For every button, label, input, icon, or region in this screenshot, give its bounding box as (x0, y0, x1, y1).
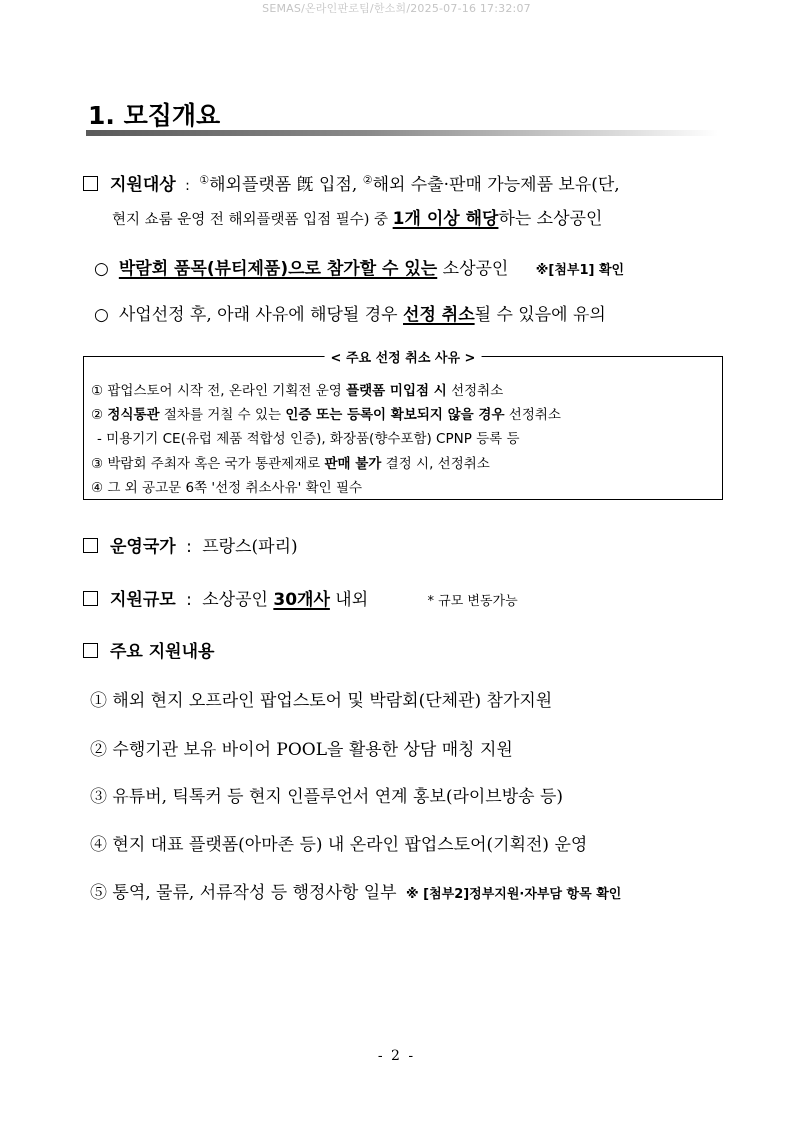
content-item-5 (90, 878, 621, 903)
checkbox-square-icon (83, 643, 98, 658)
bullet-2 (94, 300, 606, 325)
target-text-1: 해외플랫폼 旣 입점, (209, 175, 358, 195)
scale-bold: 30개사 (273, 590, 330, 610)
bullet2-post: 될 수 있음에 유의 (474, 305, 606, 325)
page-title: 1. 모집개요 (88, 101, 221, 130)
scale-note: * 규모 변동가능 (427, 594, 518, 609)
target-line-2 (112, 204, 602, 229)
bullet-circle-icon: ○ (94, 259, 109, 279)
target-line2-bold: 1개 이상 해당 (392, 209, 499, 229)
target-line2-pre: 현지 쇼룸 운영 전 해외플랫폼 입점 필수) 중 (112, 212, 389, 228)
bullet1-note: ※[첨부1] 확인 (535, 263, 625, 278)
scale-label: 지원규모 (110, 590, 176, 610)
box-line-1 (91, 379, 503, 399)
scale-colon: : (186, 590, 192, 610)
country-value: 프랑스(파리) (202, 537, 298, 557)
cancellation-reasons-box (83, 351, 723, 500)
country-label: 운영국가 (110, 537, 176, 557)
box-line-2 (91, 403, 561, 423)
content-item-1: ① 해외 현지 오프라인 팝업스토어 및 박람회(단체관) 참가지원 (90, 691, 553, 711)
box-line-4 (91, 452, 490, 472)
box-line2-post: 선정취소 (508, 407, 561, 423)
bullet2-bold: 선정 취소 (403, 305, 475, 325)
box-line-5: ④ 그 외 공고문 6쪽 '선정 취소사유' 확인 필수 (91, 480, 363, 496)
target-colon: : (185, 178, 190, 194)
bullet1-bold: 박람회 품목(뷰티제품)으로 참가할 수 있는 (118, 259, 438, 279)
scale-line (83, 585, 518, 610)
checkbox-square-icon (83, 591, 98, 606)
target-label: 지원대상 (110, 175, 176, 195)
box-line-3: - 미용기기 CE(유럽 제품 적합성 인증), 화장품(향수포함) CPNP 등록 등 (97, 431, 520, 447)
box-line2-num: ② (91, 407, 104, 423)
watermark: SEMAS/온라인판로팀/한소희/2025-07-16 17:32:07 (262, 2, 531, 15)
box-line4-post: 결정 시, 선정취소 (385, 456, 490, 472)
target-line2-post: 하는 소상공인 (498, 209, 603, 229)
box-line4-pre: ③ 박람회 주최자 혹은 국가 통관제재로 (91, 456, 321, 472)
bullet-1 (94, 254, 624, 279)
scale-post: 내외 (335, 590, 369, 610)
country-colon: : (186, 537, 192, 557)
box-line1-pre: ① 팝업스토어 시작 전, 온라인 기획전 운영 (91, 383, 342, 399)
box-title: < 주요 선정 취소 사유 > (325, 347, 482, 366)
country-line (83, 532, 298, 557)
box-line2-bold-1: 정식통관 (107, 407, 160, 423)
box-line1-bold: 플랫폼 미입점 시 (346, 383, 447, 399)
box-line1-post: 선정취소 (451, 383, 504, 399)
target-num-1: ① (199, 173, 210, 187)
content-item-2: ② 수행기관 보유 바이어 POOL을 활용한 상담 매칭 지원 (90, 740, 513, 760)
target-line-1 (83, 170, 620, 195)
checkbox-square-icon (83, 176, 98, 191)
content-item5-text: ⑤ 통역, 물류, 서류작성 등 행정사항 일부 (90, 883, 397, 903)
bullet1-text: 소상공인 (442, 259, 509, 279)
content-label: 주요 지원내용 (110, 642, 215, 662)
content-item-4: ④ 현지 대표 플랫폼(아마존 등) 내 온라인 팝업스토어(기획전) 운영 (90, 835, 588, 855)
page-number: - 2 - (377, 1048, 416, 1064)
title-underline-bar (86, 130, 718, 136)
content-item-3: ③ 유튜버, 틱톡커 등 현지 인플루언서 연계 홍보(라이브방송 등) (90, 787, 564, 807)
box-line2-mid: 절차를 거칠 수 있는 (163, 407, 282, 423)
bullet2-pre: 사업선정 후, 아래 사유에 해당될 경우 (118, 305, 398, 325)
checkbox-square-icon (83, 538, 98, 553)
target-text-2: 해외 수출·판매 가능제품 보유(단, (372, 175, 620, 195)
box-line2-bold-2: 인증 또는 등록이 확보되지 않을 경우 (285, 407, 505, 423)
box-line4-bold: 판매 불가 (324, 456, 382, 472)
content-header (83, 637, 214, 662)
bullet-circle-icon: ○ (94, 305, 109, 325)
target-num-2: ② (362, 173, 373, 187)
scale-pre: 소상공인 (202, 590, 268, 610)
content-item5-note: ※ [첨부2]정부지원·자부담 항목 확인 (405, 887, 622, 902)
